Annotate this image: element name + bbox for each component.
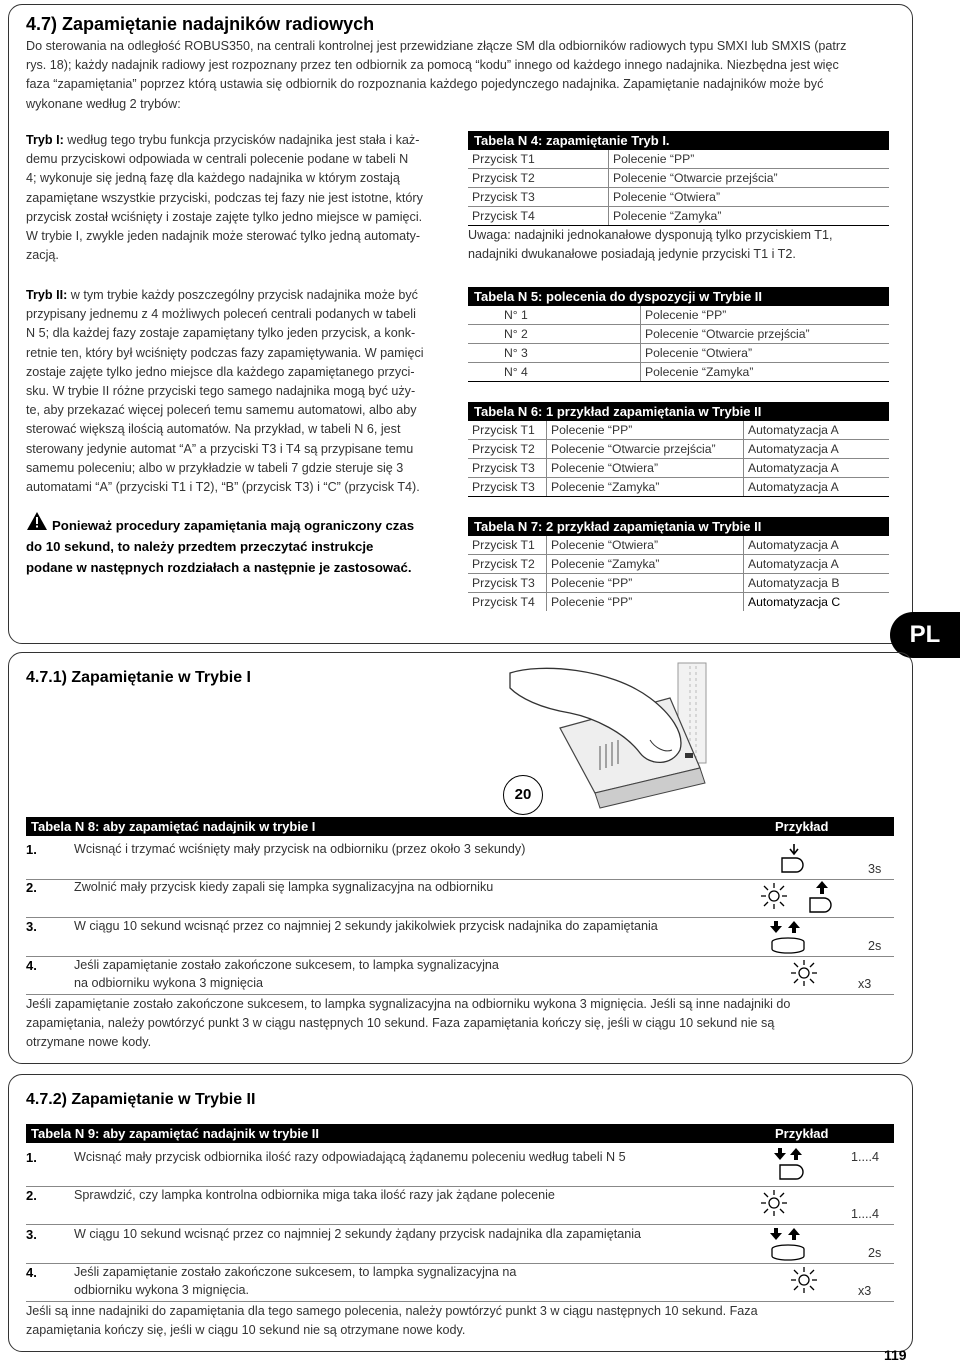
table-cell: N° 2 [468, 325, 641, 344]
mode-1-paragraph [26, 131, 448, 265]
table-6 [468, 402, 889, 497]
table-7-title: Tabela N 7: 2 przykład zapamiętania w Trybie II [468, 517, 889, 536]
step-text: Wcisnąć mały przycisk odbiornika ilość razy odpowiadającą żądanemu poleceniu według tabeli N 5 [74, 1150, 626, 1164]
receiver-button-press-release-icon [772, 1147, 832, 1183]
footnote-line: Jeśli są inne nadajniki do zapamiętania dla tego samego polecenia, należy powtórzyć punkt 3 w ciągu następnych 10 sekund. Faza [26, 1304, 758, 1318]
table-4-note [468, 226, 889, 264]
table-4-title: Tabela N 4: zapamiętanie Tryb I. [468, 131, 889, 150]
footnote-line: Jeśli zapamiętanie zostało zakończone sukcesem, to lampka sygnalizacyjna na odbiorniku wykona 3 mignięcia. Jeśli są inne nadajniki do [26, 997, 791, 1011]
table-cell: Polecenie “PP” [547, 574, 744, 593]
step-number: 1. [26, 1150, 37, 1165]
step-text: Wcisnąć i trzymać wciśnięty mały przycisk na odbiorniku (przez około 3 sekundy) [74, 842, 526, 856]
remote-button-icon [768, 1227, 810, 1263]
table-cell: Automatyzacja B [744, 574, 890, 593]
table-8-title-bar [26, 817, 894, 836]
step-number: 3. [26, 919, 37, 934]
mode-2-text: te, aby przekazać więcej poleceń temu samemu automatowi, albo aby [26, 403, 417, 418]
page-number: 119 [884, 1347, 907, 1363]
table-cell: Przycisk T3 [468, 188, 609, 207]
table-cell: Automatyzacja A [744, 536, 890, 555]
table-7-body [468, 536, 889, 611]
step-text: Sprawdzić, czy lampka kontrolna odbiornika miga taka ilość razy jak żądane polecenie [74, 1188, 555, 1202]
table-5 [468, 287, 889, 382]
table-6-title: Tabela N 6: 1 przykład zapamiętania w Trybie II [468, 402, 889, 421]
remote-button-icon [768, 920, 810, 956]
table-row [468, 325, 889, 344]
table-cell: Przycisk T2 [468, 169, 609, 188]
mode-1-text: demu przyciskowi odpowiada w centrali polecenie podane w tabeli N [26, 152, 409, 167]
table-row [468, 150, 889, 169]
table-row [468, 306, 889, 325]
receiver-button-release-icon [808, 880, 838, 916]
footnote-line: otrzymane nowe kody. [26, 1035, 152, 1050]
mode-2-text: zostaje zajęte tylko jedno miejsce dla każdego zapamiętanego przyci- [26, 364, 415, 379]
step-value: 1....4 [851, 1150, 880, 1164]
table-cell: Przycisk T4 [472, 595, 535, 609]
warning-text: podane w następnych rozdziałach a następnie je zastosować. [26, 560, 412, 575]
table-cell: N° 4 [504, 365, 528, 379]
step-text: W ciągu 10 sekund wcisnąć przez co najmniej 2 sekundy jakikolwiek przycisk nadajnika do zapamiętania [74, 919, 658, 933]
table-5-title: Tabela N 5: polecenia do dyspozycji w Trybie II [468, 287, 889, 306]
table-4-body [468, 150, 889, 225]
note-line: nadajniki dwukanałowe posiadają jedynie przyciski T1 i T2. [468, 247, 796, 262]
footnote-line: zapamiętania kończy się, jeśli w ciągu 10 sekund nie są otrzymane nowe kody. [26, 1323, 466, 1338]
table-cell: Polecenie “Otwiera” [641, 344, 890, 363]
step-number: 4. [26, 1265, 37, 1280]
table-row [468, 536, 889, 555]
table-7 [468, 517, 889, 611]
table-cell: Przycisk T3 [468, 574, 547, 593]
warning-text: Ponieważ procedury zapamiętania mają ograniczony czas [52, 518, 415, 533]
mode-1-label: Tryb I: [26, 133, 64, 147]
led-light-icon [790, 959, 818, 987]
warning-paragraph [26, 515, 456, 578]
led-light-icon [760, 1189, 788, 1217]
table-cell: Polecenie “Otwiera” [547, 536, 744, 555]
intro-line: faza “zapamiętania” poprzez którą ustawia się odbiornik do rozpoznania każdego pojedynczego nadajnika. Zapamiętanie nadajników może być [26, 77, 824, 92]
table-cell: Przycisk T1 [468, 536, 547, 555]
mode-2-paragraph [26, 286, 448, 497]
table-cell: Przycisk T3 [468, 459, 547, 478]
table-4 [468, 131, 889, 264]
step-number: 2. [26, 880, 37, 895]
table-cell: Polecenie “Otwarcie przejścia” [609, 169, 890, 188]
table-cell: Automatyzacja A [744, 555, 890, 574]
step-text: Jeśli zapamiętanie zostało zakończone sukcesem, to lampka sygnalizacyjna na [74, 1265, 517, 1279]
divider [26, 1263, 894, 1264]
table-cell: Polecenie “PP” [547, 593, 744, 612]
table-row [468, 188, 889, 207]
table-8-footnote [26, 995, 906, 1053]
divider [26, 956, 894, 957]
table-cell: Automatyzacja A [744, 421, 890, 440]
step-number: 1. [26, 842, 37, 857]
table-cell: Polecenie “Zamyka” [547, 555, 744, 574]
mode-2-text: automatami “A” (przyciski T1 i T2), “B” (przycisk T3) i “C” (przycisk T4). [26, 480, 420, 495]
table-cell: Polecenie “Otwarcie przejścia” [547, 440, 744, 459]
table-row [468, 555, 889, 574]
table-8-title: Tabela N 8: aby zapamiętać nadajnik w trybie I [31, 819, 316, 834]
table-cell: Polecenie “PP” [609, 150, 890, 169]
footnote-line: zapamiętania, należy powtórzyć punkt 3 w ciągu następnych 10 sekund. Faza zapamiętania kończy się, jeśli w ciągu 10 sekund nie są [26, 1016, 775, 1031]
divider [26, 1186, 894, 1187]
divider [26, 917, 894, 918]
table-9-title-bar [26, 1124, 894, 1143]
warning-text: do 10 sekund, to należy przedtem przeczytać instrukcje [26, 539, 374, 554]
step-text: na odbiorniku wykona 3 mignięcia [74, 976, 264, 990]
step-value: 1....4 [851, 1207, 880, 1221]
intro-line: wykonane według 2 trybów: [26, 96, 181, 111]
section-4-7-title: 4.7) Zapamiętanie nadajników radiowych [26, 14, 375, 34]
step-value: 2s [868, 939, 882, 953]
mode-2-text: samemu poleceniu; albo w przykładzie w tabeli 7 gdzie steruje się 3 [26, 460, 404, 475]
mode-2-text: w tym trybie każdy poszczególny przycisk nadajnika może być [67, 288, 418, 302]
language-tab: PL [890, 612, 960, 658]
section-4-7-2-title: 4.7.2) Zapamiętanie w Trybie II [26, 1091, 256, 1108]
table-cell: Polecenie “PP” [641, 306, 890, 325]
led-light-icon [790, 1266, 818, 1294]
table-cell: Automatyzacja C [744, 593, 890, 612]
step-text: Jeśli zapamiętanie zostało zakończone sukcesem, to lampka sygnalizacyjna [74, 958, 499, 972]
mode-1-text: przycisk został wciśnięty i zostaje zajęte tylko jedno miejsce w pamięci. [26, 209, 423, 224]
mode-2-text: sterowany jedynie automat “A” a przyciski T3 i T4 są przypisane temu [26, 441, 414, 456]
table-cell: Przycisk T4 [472, 209, 535, 223]
table-cell: Polecenie “Otwiera” [609, 188, 890, 207]
divider [26, 1224, 894, 1225]
mode-1-text: zapamiętane wszystkie przyciski, podczas tej fazy nie jest istotne, który [26, 190, 423, 205]
step-number: 2. [26, 1188, 37, 1203]
table-cell: Przycisk T3 [472, 480, 535, 494]
table-8-example-header: Przykład [775, 819, 829, 834]
table-9-example-header: Przykład [775, 1126, 829, 1141]
table-row [468, 574, 889, 593]
step-value: 3s [868, 862, 882, 876]
step-value: 2s [868, 1246, 882, 1260]
table-row [468, 440, 889, 459]
table-row [468, 207, 889, 226]
mode-2-text: sku. W trybie II różne przyciski tego samego nadajnika mogą być uży- [26, 384, 416, 399]
mode-2-text: retnie ten, który był wciśnięty podczas fazy zapamiętywania. W pamięci [26, 345, 424, 360]
step-text: Zwolnić mały przycisk kiedy zapali się lampka sygnalizacyjna na odbiorniku [74, 880, 494, 894]
table-cell: Polecenie “Otwiera” [547, 459, 744, 478]
intro-paragraph [26, 37, 896, 114]
led-light-icon [760, 882, 788, 910]
table-cell: Automatyzacja A [744, 459, 890, 478]
table-6-body [468, 421, 889, 496]
table-5-body [468, 306, 889, 381]
step-number: 3. [26, 1227, 37, 1242]
table-cell: Przycisk T1 [468, 150, 609, 169]
table-9-title: Tabela N 9: aby zapamiętać nadajnik w trybie II [31, 1126, 320, 1141]
mode-1-text: zacją. [26, 248, 59, 263]
table-row [468, 421, 889, 440]
table-row [468, 169, 889, 188]
mode-1-text: według tego trybu funkcja przycisków nadajnika jest stała i każ- [63, 133, 420, 147]
mode-2-label: Tryb II: [26, 288, 68, 302]
receiver-button-icon [780, 842, 810, 878]
table-row [468, 344, 889, 363]
step-text: odbiorniku wykona 3 mignięcia. [74, 1283, 250, 1297]
table-cell: Polecenie “Zamyka” [609, 207, 890, 226]
table-cell: Polecenie “PP” [547, 421, 744, 440]
step-number: 4. [26, 958, 37, 973]
step-value: x3 [858, 1284, 872, 1298]
table-cell: Polecenie “Zamyka” [547, 478, 744, 497]
intro-line: Do sterowania na odległość ROBUS350, na centrali kontrolnej jest przewidziane złącze SM dla odbiorników radiowych typu SMXI lub SMXIS (patrz [26, 39, 847, 53]
section-4-7-1-title: 4.7.1) Zapamiętanie w Trybie I [26, 669, 251, 686]
mode-2-text: przypisany jednemu z 4 możliwych poleceń centrali podanych w tabeli [26, 307, 416, 322]
table-cell: Przycisk T2 [468, 440, 547, 459]
table-cell: Polecenie “Zamyka” [641, 363, 890, 382]
table-cell: Przycisk T1 [468, 421, 547, 440]
table-cell: N° 3 [468, 344, 641, 363]
step-value: x3 [858, 977, 872, 991]
table-cell: Automatyzacja A [744, 478, 890, 497]
mode-1-text: W trybie I, zwykle jeden nadajnik może sterować tylko jedną automaty- [26, 229, 421, 244]
intro-line: rys. 18); każdy nadajnik radiowy jest rozpoznany przez ten odbiornik za pomocą “kodu” innego od każdego innego nadajnika. Niezbędna jest więc [26, 58, 839, 73]
table-cell: Przycisk T2 [468, 555, 547, 574]
table-row [468, 478, 889, 497]
table-cell: N° 1 [468, 306, 641, 325]
note-line: Uwaga: nadajniki jednokanałowe dysponują tylko przyciskiem T1, [468, 228, 833, 242]
table-row [468, 593, 889, 612]
table-cell: Polecenie “Otwarcie przejścia” [641, 325, 890, 344]
mode-1-text: 4; wykonuje się jedną fazę dla każdego nadajnika w którym zostają [26, 171, 400, 186]
table-row [468, 363, 889, 382]
mode-2-text: sterować większą ilością automatów. Na przykład, w tabeli N 6, jest [26, 422, 401, 437]
step-text: W ciągu 10 sekund wcisnąć przez co najmniej 2 sekundy żądany przycisk nadajnika dla zapamiętania [74, 1227, 642, 1241]
table-row [468, 459, 889, 478]
mode-2-text: N 5; dla każdej fazy zostaje zapamiętany tylko jeden przycisk, a konk- [26, 326, 416, 341]
table-cell: Automatyzacja A [744, 440, 890, 459]
table-9-footnote [26, 1302, 906, 1340]
figure-number-badge: 20 [503, 775, 543, 815]
